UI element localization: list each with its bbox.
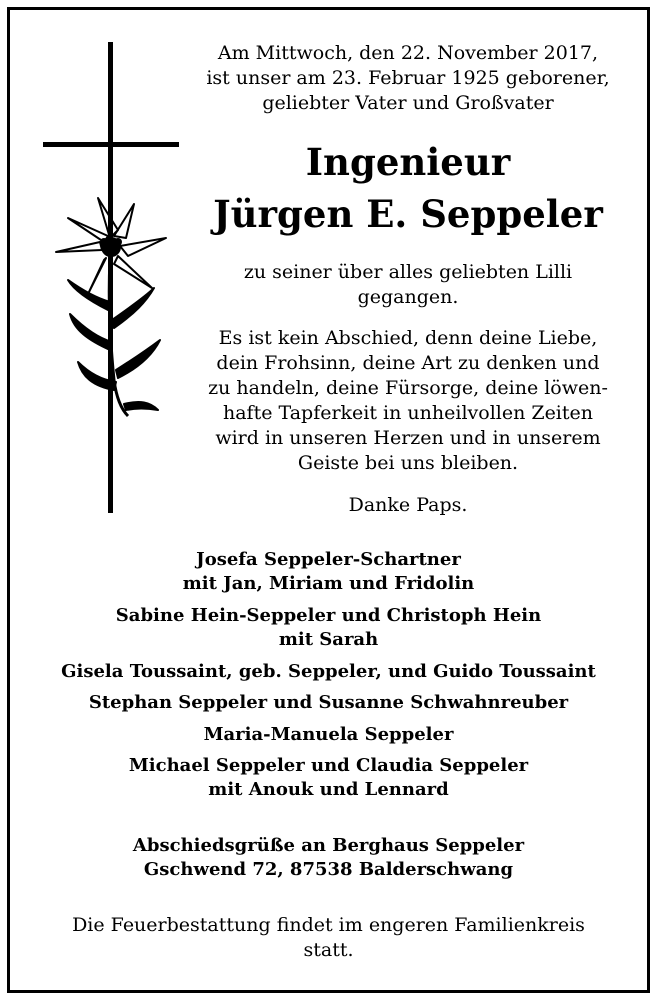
tribute-block xyxy=(198,326,618,476)
tribute-line: Es ist kein Abschied, denn deine Liebe, xyxy=(218,327,598,349)
mourner-line: Gisela Toussaint, geb. Seppeler, und Guido Toussaint xyxy=(61,661,596,682)
cross-horizontal-beam xyxy=(43,142,179,147)
tribute-line: dein Frohsinn, deine Art zu denken und xyxy=(216,352,600,374)
mourner-line: Josefa Seppeler-Schartner xyxy=(196,549,461,570)
intro-line: ist unser am 23. Februar 1925 geborener, xyxy=(206,67,610,89)
mourner-group xyxy=(30,660,627,684)
passage-line: zu seiner über alles geliebten Lilli xyxy=(243,261,573,283)
intro-block xyxy=(198,41,618,116)
deceased-name-block xyxy=(198,136,618,240)
mourner-group xyxy=(30,723,627,747)
tribute-line: wird in unseren Herzen und in unserem xyxy=(215,427,601,449)
address-line: Gschwend 72, 87538 Balderschwang xyxy=(143,859,514,880)
address-block xyxy=(30,834,627,882)
thanks-line: Danke Paps. xyxy=(348,494,468,516)
mourner-line: Maria-Manuela Seppeler xyxy=(203,724,454,745)
mourner-line: Sabine Hein-Seppeler und Christoph Hein xyxy=(115,605,542,626)
deceased-name: Jürgen E. Seppeler xyxy=(213,192,603,236)
tribute-line: Geiste bei uns bleiben. xyxy=(297,452,519,474)
passage-block xyxy=(198,260,618,310)
mourner-group xyxy=(30,548,627,596)
footer-line: statt. xyxy=(303,939,354,961)
mourner-line: mit Anouk und Lennard xyxy=(208,779,449,800)
mourner-line: Michael Seppeler und Claudia Seppeler xyxy=(128,755,529,776)
deceased-title: Ingenieur xyxy=(305,140,511,184)
mourner-group xyxy=(30,754,627,802)
tribute-line: hafte Tapferkeit in unheilvollen Zeiten xyxy=(222,402,594,424)
edelweiss-icon xyxy=(48,190,178,425)
intro-line: Am Mittwoch, den 22. November 2017, xyxy=(217,42,599,64)
address-line: Abschiedsgrüße an Berghaus Seppeler xyxy=(132,835,525,856)
mourner-line: mit Sarah xyxy=(278,629,379,650)
mourner-group xyxy=(30,691,627,715)
footer-line: Die Feuerbestattung findet im engeren Familienkreis xyxy=(72,914,585,936)
tribute-line: zu handeln, deine Fürsorge, deine löwen- xyxy=(208,377,608,399)
footer-block xyxy=(30,913,627,963)
intro-line: geliebter Vater und Großvater xyxy=(262,92,554,114)
mourner-line: mit Jan, Miriam und Fridolin xyxy=(182,573,475,594)
mourner-group xyxy=(30,604,627,652)
mourner-line: Stephan Seppeler und Susanne Schwahnreuber xyxy=(88,692,569,713)
passage-line: gegangen. xyxy=(357,286,459,308)
